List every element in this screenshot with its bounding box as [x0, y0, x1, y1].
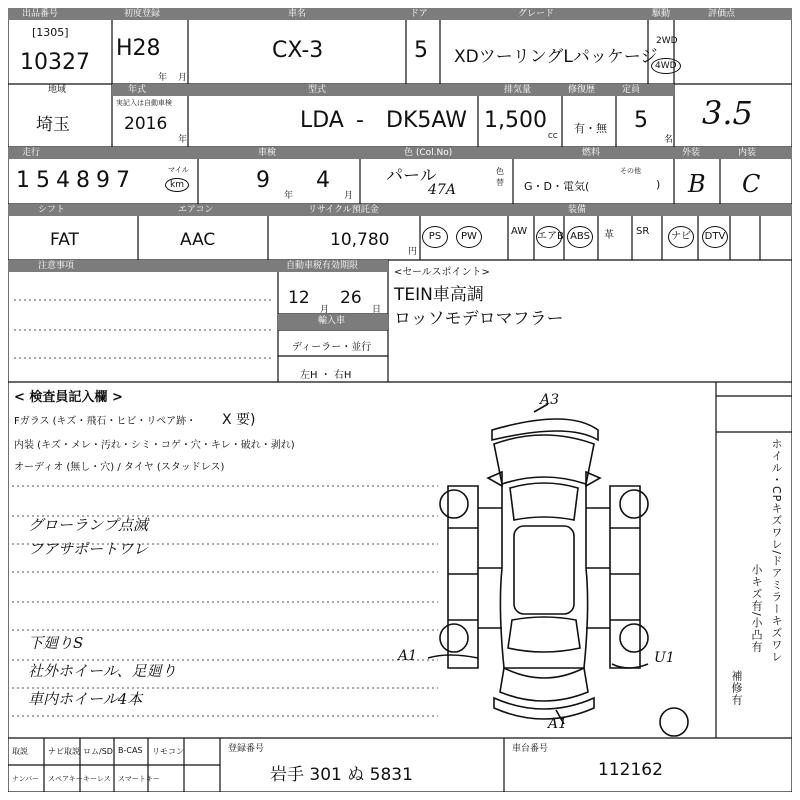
grade-label: グレード: [518, 9, 555, 19]
side-legend-col2: 小キズ有/小凸有: [750, 564, 763, 653]
seats-value: 5: [634, 108, 648, 133]
equipment-5: 革: [604, 230, 614, 241]
cc-label: 排気量: [504, 85, 532, 95]
sale-no-label: 出品番号: [22, 9, 59, 19]
equipment-2: AW: [511, 226, 528, 237]
ac-value: AAC: [180, 230, 216, 250]
model-dash: -: [356, 108, 364, 133]
mark-a3: A3: [540, 392, 560, 408]
cc-value: 1,500: [484, 108, 547, 133]
color-code-label: 色替: [496, 167, 504, 187]
ac-label: エアコン: [178, 205, 214, 215]
equipment-0: PS: [422, 226, 448, 248]
mark-a1-left: A1: [398, 648, 418, 664]
seats-unit: 名: [664, 135, 674, 145]
equipment-4: ABS: [567, 226, 593, 248]
region-label: 地域: [48, 85, 67, 95]
sales-point-2: ロッソモデロマフラー: [394, 309, 564, 329]
footer-top-item: ナビ取説: [48, 747, 80, 756]
plate-value: 岩手 301 ぬ 5831: [270, 765, 413, 785]
hand-note-3: 下廻りS: [28, 634, 84, 652]
equipment-7: ナビ: [668, 226, 694, 248]
score-value: 3.5: [702, 94, 753, 132]
footer-bottom-item: スペアキー: [48, 775, 83, 783]
inspector-title: < 検査員記入欄 >: [14, 390, 123, 405]
footer-bottom-item: キーレス: [83, 775, 111, 783]
seats-label: 定員: [622, 85, 641, 95]
mark-a1-rear: A1: [548, 716, 568, 732]
drive-2wd: 2WD: [656, 36, 678, 46]
model-year-label: 年式: [128, 85, 147, 95]
reg-day-unit: 日: [372, 305, 382, 315]
footer-bottom-item: スマートキー: [118, 775, 160, 783]
reg-day: 26: [340, 288, 362, 308]
mark-u1: U1: [654, 650, 675, 666]
mileage-digit: 7: [116, 168, 136, 193]
hand-note-5: 車内ホイール4本: [28, 690, 143, 708]
mileage-label: 走行: [22, 148, 41, 158]
lot-number: 10327: [20, 50, 90, 75]
first-reg-year: H28: [116, 36, 161, 61]
interior-line: 内装 (キズ・メレ・汚れ・シミ・コゲ・穴・キレ・破れ・剥れ): [14, 440, 295, 451]
equipment-label: 装備: [568, 205, 587, 215]
glass-line: Fガラス (キズ・飛石・ヒビ・リペア跡・: [14, 416, 197, 427]
import-label: 輸入車: [318, 316, 346, 326]
month-unit: 月: [178, 73, 188, 83]
mission-value: FAT: [50, 230, 79, 250]
color-label: 色 (Col.No): [404, 148, 453, 158]
car-name-label: 車名: [288, 9, 307, 19]
equipment-6: SR: [636, 226, 650, 237]
fuel-label: 燃料: [582, 148, 601, 158]
mileage-digit: 8: [76, 168, 96, 193]
first-reg-label: 初度登録: [124, 9, 161, 19]
hand-note-1: グローランプ点滅: [28, 516, 149, 534]
hand-note-4: 社外ホイール、足廻り: [28, 662, 177, 680]
model-label: 型式: [308, 85, 327, 95]
recycle-value: 10,780: [330, 230, 390, 250]
lot-code: [1305]: [32, 26, 69, 39]
reg-month: 12: [288, 288, 310, 308]
vin-value: 112162: [598, 760, 663, 780]
glass-mark: X 要): [222, 412, 256, 428]
plate-label: 登録番号: [228, 744, 265, 754]
model-year-unit: 年: [178, 135, 188, 145]
cc-unit: CC: [548, 132, 558, 140]
equipment-8: DTV: [702, 226, 728, 248]
mileage-value: [16, 168, 136, 193]
car-name: CX-3: [272, 38, 324, 63]
side-legend-col3: 補修有: [730, 670, 743, 706]
inspection-label: 車検: [258, 148, 277, 158]
fuel-value: G・D・電気(: [524, 180, 590, 193]
equipment-3: エアB: [536, 226, 562, 248]
mileage-digit: 4: [56, 168, 76, 193]
reg-month-unit: 月: [320, 305, 330, 315]
drive-label: 駆動: [652, 9, 671, 19]
fuel-end: ): [656, 178, 661, 191]
audio-line: オーディオ (無し・穴) / タイヤ (スタッドレス): [14, 462, 225, 473]
sales-point-label: <セールスポイント>: [394, 267, 490, 278]
import-value: ディーラー・並行: [292, 342, 372, 353]
footer-top-item: ロム/SD: [83, 747, 113, 756]
inspection-month-unit: 月: [344, 191, 354, 201]
repair-value: 有・無: [574, 122, 607, 135]
sales-point-1: TEIN車高調: [394, 285, 484, 305]
color-number: 47A: [428, 182, 456, 198]
color-value: パール: [386, 166, 437, 186]
exterior-grade: B: [688, 170, 706, 198]
row4-header-bar: [8, 204, 792, 216]
year-unit: 年: [158, 73, 168, 83]
footer-top-item: リモコン: [152, 747, 184, 756]
km-unit-circled: km: [165, 178, 189, 192]
reg-expiry-label: 自動車税有効期限: [286, 261, 359, 271]
mileage-digit: 5: [36, 168, 56, 193]
side-legend-col1: ホイル・CPキズワレ/ドアミラーキズワレ: [770, 438, 783, 664]
interior-grade: C: [742, 170, 761, 198]
doors-label: ドア: [410, 9, 428, 19]
grade-value: XDツーリングLパッケージ: [454, 47, 658, 67]
inspection-month: 4: [316, 168, 330, 193]
row3-header-bar: [8, 147, 792, 159]
mileage-digit: 9: [96, 168, 116, 193]
score-label: 評価点: [708, 9, 736, 19]
fuel-other: その他: [620, 167, 641, 175]
hand-note-2: フアサポートワレ: [28, 540, 149, 558]
model-year-sub: 実記入は自動車検: [116, 99, 172, 107]
model-prefix: LDA: [300, 108, 344, 133]
drive-4wd-circled: 4WD: [651, 58, 681, 74]
doors-value: 5: [414, 38, 428, 63]
region-value: 埼玉: [36, 115, 70, 135]
repair-label: 修復歴: [568, 85, 596, 95]
model-year-value: 2016: [124, 114, 168, 134]
mile-unit: マイル: [168, 166, 189, 174]
vin-label: 車台番号: [512, 744, 549, 754]
recycle-yen: 円: [408, 247, 418, 257]
recycle-label: リサイクル預託金: [308, 205, 379, 215]
footer-top-item: B-CAS: [118, 746, 143, 755]
model-code: DK5AW: [386, 108, 467, 133]
equipment-1: PW: [456, 226, 482, 248]
special-label: 注意事項: [38, 261, 75, 271]
footer-top-item: 取説: [12, 747, 28, 756]
mileage-digit: 1: [16, 168, 36, 193]
inspection-year: 9: [256, 168, 270, 193]
mission-label: シフト: [38, 205, 66, 215]
inspection-year-unit: 年: [284, 191, 294, 201]
auction-sheet: [8, 8, 792, 792]
steering-value: 左H ・ 右H: [300, 370, 352, 381]
footer-bottom-item: ナンバー: [12, 775, 40, 783]
exterior-label: 外装: [682, 148, 701, 158]
interior-label: 内装: [738, 148, 757, 158]
